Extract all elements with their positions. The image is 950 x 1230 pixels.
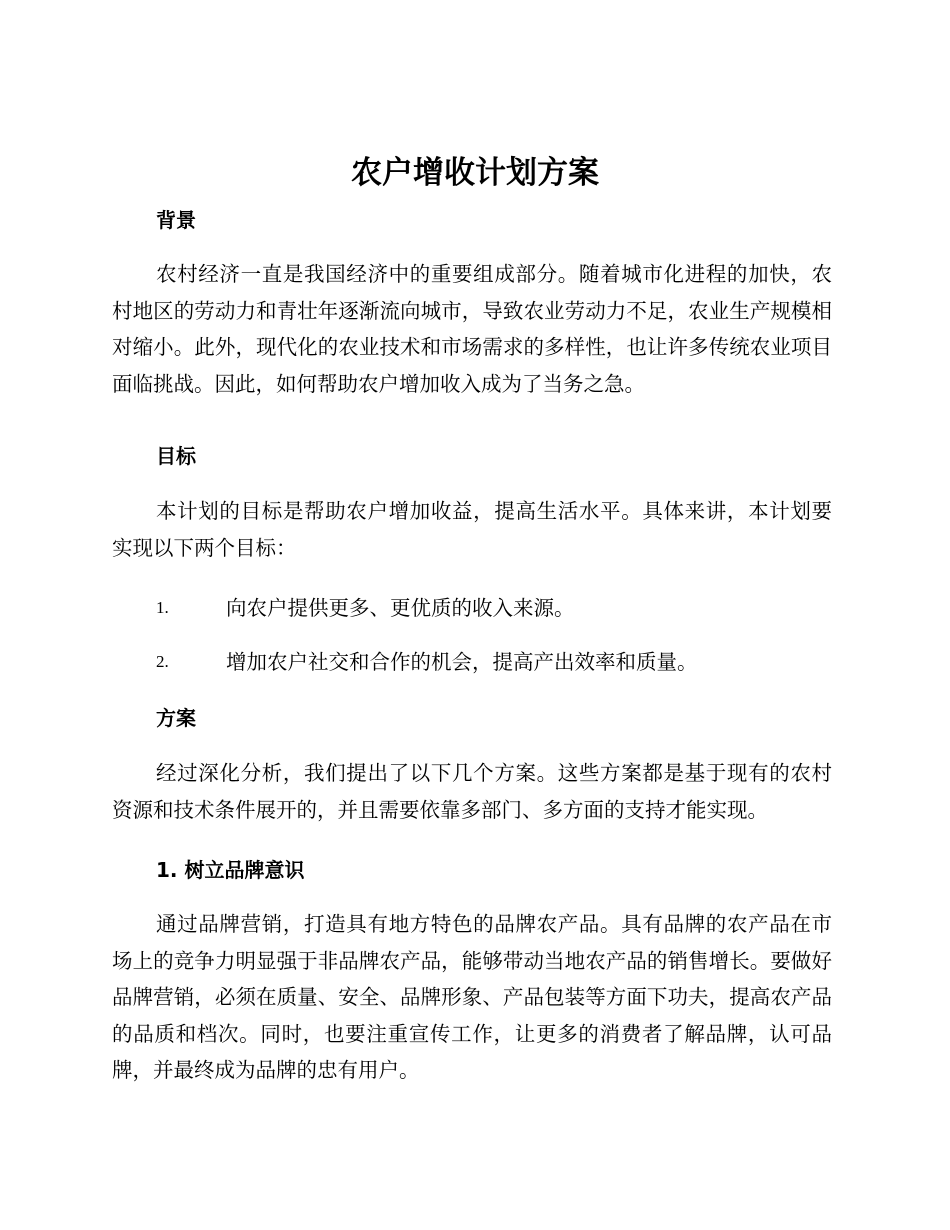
section-heading-background: 背景 [156, 208, 196, 232]
plan-paragraph: 经过深化分析，我们提出了以下几个方案。这些方案都是基于现有的农村资源和技术条件展开的，并且需要依靠多部门、多方面的支持才能实现。 [112, 761, 832, 822]
list-number: 1. [156, 598, 169, 617]
section-heading-brand: 1. 树立品牌意识 [156, 858, 305, 882]
background-paragraph: 农村经济一直是我国经济中的重要组成部分。随着城市化进程的加快，农村地区的劳动力和青壮年逐渐流向城市，导致农业劳动力不足，农业生产规模相对缩小。此外，现代化的农业技术和市场需求的多样性，也让许多传统农业项目面临挑战。因此，如何帮助农户增加收入成为了当务之急。 [112, 262, 832, 396]
brand-paragraph: 通过品牌营销，打造具有地方特色的品牌农产品。具有品牌的农产品在市场上的竞争力明显强于非品牌农产品，能够带动当地农产品的销售增长。要做好品牌营销，必须在质量、安全、品牌形象、产品包装等方面下功夫，提高农产品的品质和档次。同时，也要注重宣传工作，让更多的消费者了解品牌，认可品牌，并最终成为品牌的忠有用户。 [112, 912, 832, 1082]
section-heading-goals: 目标 [156, 444, 196, 468]
goal-list-item-1 [156, 592, 836, 624]
list-number: 2. [156, 652, 169, 671]
list-text: 向农户提供更多、更优质的收入来源。 [226, 596, 575, 620]
list-text: 增加农户社交和合作的机会，提高产出效率和质量。 [226, 650, 698, 674]
goals-paragraph: 本计划的目标是帮助农户增加收益，提高生活水平。具体来讲，本计划要实现以下两个目标： [112, 499, 832, 560]
goal-list-item-2 [156, 646, 836, 678]
section-heading-plan: 方案 [156, 706, 196, 730]
document-title: 农户增收计划方案 [351, 155, 599, 191]
